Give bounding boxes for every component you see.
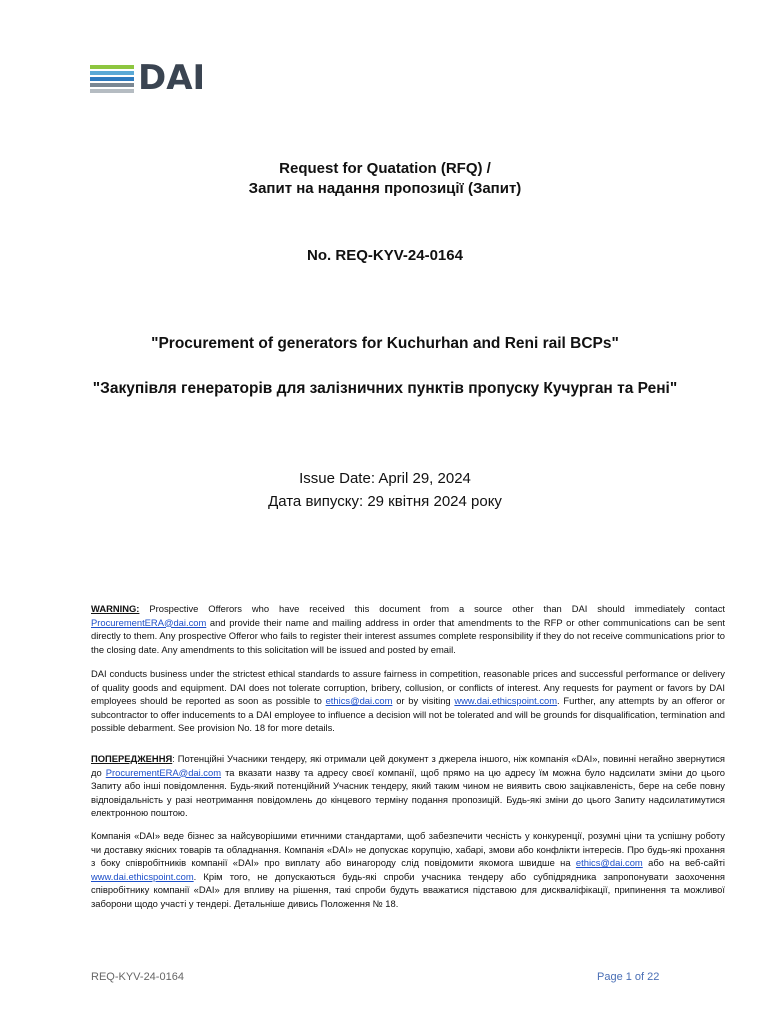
ethicspoint-link-uk[interactable]: www.dai.ethicspoint.com bbox=[91, 870, 194, 882]
ethics-text-1: DAI conducts business under the strictest ethical standards to assure fairness in competition, reasonable prices and successful performance or delivery of quality goods and equipment. DAI does not tolerate corruption, bribery, collusion, or conflicts of interest. Any requests for payment or favors by DAI employees should be reported as soon as possible to bbox=[91, 668, 725, 707]
warning-text-2: and provide their name and mailing address in order that amendments to the RFP or other communications can be sent directly to them. Any prospective Offeror who fails to register their interest assumes complete responsibility if they do not receive communications prior to the closing date. Any amendments to this solicitation will be issued and posted by email. bbox=[91, 616, 725, 655]
title-line-1: Request for Quatation (RFQ) / bbox=[279, 160, 491, 177]
ethics-english bbox=[91, 667, 725, 735]
warning-uk-text-1: : Потенційні Учасники тендеру, які отримали цей документ з джерела іншого, ніж компанія «DAI», повинні негайно звернутися до bbox=[91, 753, 725, 778]
warning-uk-text-2: та вказати назву та адресу своєї компанії, щоб прямо на цю адресу їм можна було надсилати зміни до цього Запиту або інші повідомлення. Будь-який потенційний Учасник тендеру, який таким чином не виявить свою зацікавленість, бере на себе повну відповідальність у разі неотримання повідомлень до кінцевого терміну подання пропозицій. Будь-які зміни до цього Запиту надсилатимутися електронною поштою. bbox=[91, 766, 725, 819]
warning-label-uk: ПОПЕРЕДЖЕННЯ bbox=[91, 753, 173, 764]
logo-text: DAI bbox=[138, 58, 206, 98]
rfq-number: No. REQ-KYV-24-0164 bbox=[307, 247, 463, 264]
ethics-email-link[interactable]: ethics@dai.com bbox=[325, 695, 393, 707]
procurement-email-link[interactable]: ProcurementERA@dai.com bbox=[91, 616, 207, 628]
ethics-uk-text-2: або на веб-сайті bbox=[642, 857, 726, 869]
issue-date-ukrainian: Дата випуску: 29 квітня 2024 року bbox=[268, 493, 502, 510]
subject-english: "Procurement of generators for Kuchurhan and Reni rail BCPs" bbox=[151, 335, 619, 352]
ethics-uk-text-1: Компанія «DAI» веде бізнес за найсуворішими етичними стандартами, щоб забезпечити чесність у конкуренції, розумні ціни та успішну роботу чи доставку якісних товарів та обладнання. Компанія «DAI» не допускає корупцію, хабарі, змови або конфлікти інтересів. Про будь-які прохання з боку співробітників компанії «DAI» про виплату або винагороду слід повідомити якомога швидше на bbox=[91, 830, 725, 869]
warning-english bbox=[91, 602, 725, 656]
ethics-text-2: or by visiting bbox=[392, 695, 455, 707]
warning-label: WARNING: bbox=[91, 603, 140, 614]
ethics-uk-text-3: . Крім того, не допускаються будь-які спроби учасника тендеру або субпідрядника запропонувати заохочення співробітнику компанії «DAI» для впливу на рішення, такі спроби будуть вважатися підставою для дискваліфікації, припинення та можливої заборони щодо участі у тендері. Детальніше дивись Положення № 18. bbox=[91, 870, 725, 909]
title-line-2: Запит на надання пропозиції (Запит) bbox=[248, 180, 522, 197]
ethics-email-link-uk[interactable]: ethics@dai.com bbox=[575, 857, 643, 869]
footer-reference: REQ-KYV-24-0164 bbox=[91, 971, 184, 983]
dai-logo bbox=[90, 58, 210, 98]
ethics-ukrainian bbox=[91, 829, 725, 911]
logo-stripes-icon bbox=[90, 65, 134, 93]
ethicspoint-link[interactable]: www.dai.ethicspoint.com bbox=[454, 695, 558, 707]
warning-ukrainian bbox=[91, 752, 725, 820]
procurement-email-link-uk[interactable]: ProcurementERA@dai.com bbox=[105, 766, 222, 778]
ethics-text-3: . Further, any attempts by an offeror or subcontractor to offer inducements to a DAI employee to influence a decision will not be tolerated and will be grounds for disqualification, termination and possible debarment. See provision No. 18 for more details. bbox=[91, 695, 725, 734]
warning-text-1: Prospective Offerors who have received this document from a source other than DAI should immediately contact bbox=[139, 603, 725, 614]
issue-date-english: Issue Date: April 29, 2024 bbox=[299, 470, 471, 487]
subject-ukrainian: "Закупівля генераторів для залізничних пунктів пропуску Кучурган та Рені" bbox=[92, 380, 678, 397]
footer-page-number: Page 1 of 22 bbox=[597, 971, 660, 983]
